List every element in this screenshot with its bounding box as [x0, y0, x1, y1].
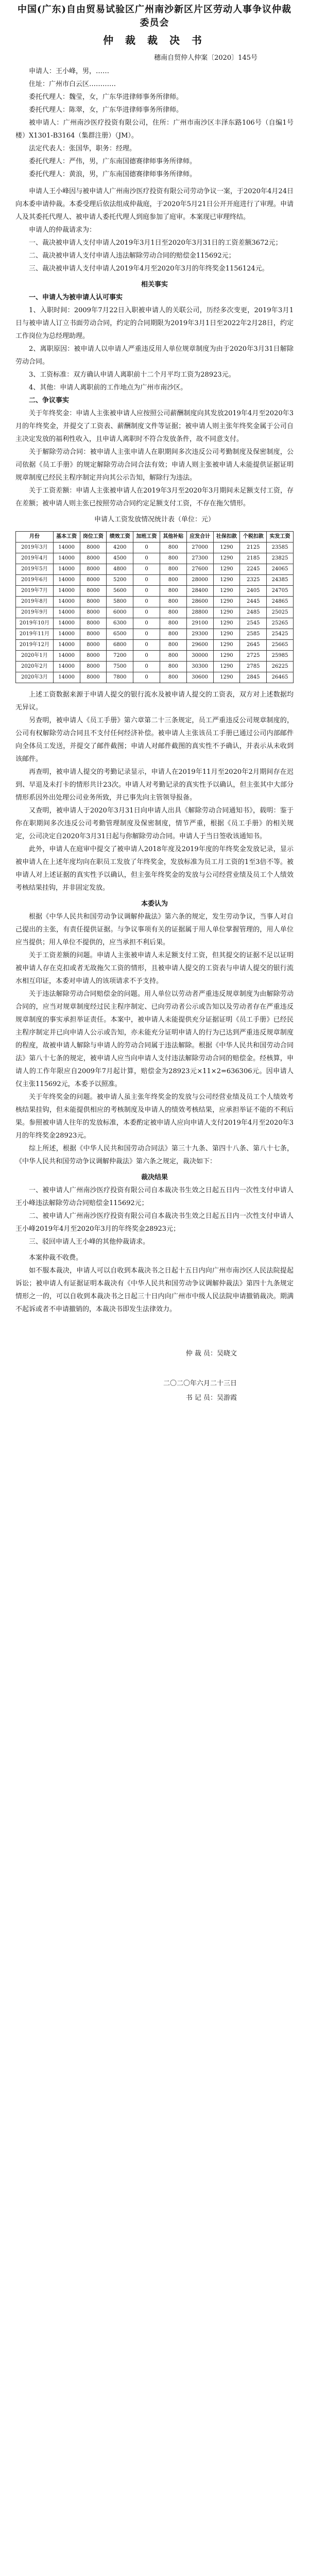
table-cell: 14000 [53, 564, 80, 575]
arbitrator-signature: 仲 裁 员：吴晓文 [185, 1350, 237, 1358]
table-cell: 24065 [267, 564, 294, 575]
parties-section [15, 65, 294, 181]
table-cell: 800 [160, 543, 186, 553]
party-line: 被申请人：广州南沙医疗投资有限公司，住所：广州市南沙区丰泽东路106号（自编1号楼）X1301-B3164（集群注册）（JM）。 [15, 119, 294, 140]
table-cell: 2019年9月 [16, 607, 54, 618]
table-cell: 800 [160, 672, 186, 683]
table-cell: 23585 [267, 543, 294, 553]
table-cell: 28800 [186, 607, 213, 618]
table-cell: 800 [160, 629, 186, 640]
table-cell: 1290 [213, 575, 240, 586]
signature-block [15, 1347, 294, 1405]
table-header: 应发合计 [186, 532, 213, 543]
table-header: 实发工资 [267, 532, 294, 543]
claims-intro: 申请人的仲裁请求为： [29, 226, 96, 234]
after-table-paragraph: 此外，申请人在庭审中提交了被申请人2018年度及2019年度的年终奖金发放记录，显示被申请人在上述年度均向在职员工发放了年终奖金，发放标准为员工月工资的1至3倍不等。被申请人对上述证据的真实性予以确认，但主张年终奖金的发放与公司经营业绩及员工个人绩效考核结果挂钩，并非固定发放。 [15, 845, 294, 892]
table-cell: 2845 [240, 672, 267, 683]
claim-item: 三、裁决被申请人支付申请人2019年4月至2020年3月的年终奖金1156124元。 [29, 265, 269, 273]
after-table-paragraph: 另查明，被申请人《员工手册》第六章第二十三条规定，员工严重违反公司规章制度的，公司有权解除劳动合同且不支付任何经济补偿。被申请人主张该员工手册已通过公司内部邮件向全体员工发送，并提交了邮件截图；申请人对邮件截图的真实性不予确认，并表示从未收到该邮件。 [15, 717, 294, 763]
table-cell: 8000 [80, 672, 107, 683]
table-cell: 2445 [240, 597, 267, 607]
dispute-item: 关于年终奖金：申请人主张被申请人应按照公司薪酬制度向其发放2019年4月至2020年3月的年终奖金，并提交了工资表、薪酬制度文件等证据；被申请人则主张年终奖金属于公司自主决定发放的福利性收入，且申请人离职时不符合发放条件，故不同意支付。 [15, 410, 294, 443]
party-line: 委托代理人：陈翠，女，广东华进律师事务所律师。 [29, 106, 183, 114]
claim-item: 二、裁决被申请人支付申请人违法解除劳动合同的赔偿金115692元； [29, 252, 235, 260]
table-cell: 25265 [267, 618, 294, 629]
table-cell: 26225 [267, 662, 294, 672]
table-cell: 5800 [107, 597, 133, 607]
table-cell: 8000 [80, 629, 107, 640]
table-cell: 7200 [107, 651, 133, 662]
table-cell: 2020年3月 [16, 672, 54, 683]
table-cell: 2020年2月 [16, 662, 54, 672]
verdict-heading: 裁决结果 [141, 1174, 168, 1181]
table-cell: 29100 [186, 618, 213, 629]
table-cell: 1290 [213, 672, 240, 683]
table-cell: 23825 [267, 553, 294, 564]
table-row [16, 629, 294, 640]
table-cell: 7800 [107, 672, 133, 683]
table-cell: 2545 [240, 618, 267, 629]
table-cell: 2019年6月 [16, 575, 54, 586]
party-line: 委托代理人：魏莹，女，广东华进律师事务所律师。 [29, 93, 183, 101]
table-cell: 2185 [240, 553, 267, 564]
party-line: 委托代理人：严伟，男，广东南国德赛律师事务所律师。 [29, 158, 197, 165]
table-header: 个税扣款 [240, 532, 267, 543]
table-cell: 6000 [107, 607, 133, 618]
table-cell: 2019年3月 [16, 543, 54, 553]
opinion-paragraph: 关于年终奖金的问题。被申请人虽主张年终奖金的发放与公司经营业绩及员工个人绩效考核结果挂钩，但未能提供相应的考核制度及申请人的绩效考核结果，应承担举证不能的不利后果。参照被申请人往年的发放标准，本委酌定被申请人应向申请人支付2019年4月至2020年3月的年终奖金28923元。 [15, 1093, 294, 1140]
table-cell: 2645 [240, 640, 267, 651]
table-cell: 6800 [107, 640, 133, 651]
party-line: 申请人：王小峰，男，…… [29, 67, 110, 75]
table-header: 岗位工资 [80, 532, 107, 543]
table-cell: 30600 [186, 672, 213, 683]
clerk-signature: 书 记 员：吴游霞 [185, 1394, 237, 1402]
table-cell: 2019年10月 [16, 618, 54, 629]
party-line: 住址：广州市白云区………… [29, 80, 116, 88]
table-cell: 5200 [107, 575, 133, 586]
table-cell: 0 [133, 543, 160, 553]
table-cell: 8000 [80, 586, 107, 597]
table-cell: 14000 [53, 618, 80, 629]
table-cell: 25025 [267, 607, 294, 618]
table-cell: 2585 [240, 629, 267, 640]
dispute-item: 关于解除劳动合同：被申请人主张申请人在职期间多次违反公司考勤制度及保密制度，公司依据《员工手册》的规定解除劳动合同合法有效；申请人则主张被申请人未能提供证据证明规章制度已经民主程序制定并向其公示告知，解除行为违法。 [15, 448, 294, 482]
table-cell: 0 [133, 564, 160, 575]
closing-paragraph: 本案仲裁不收费。 [29, 1254, 83, 1262]
table-cell: 800 [160, 553, 186, 564]
table-cell: 14000 [53, 640, 80, 651]
table-cell: 27300 [186, 553, 213, 564]
table-cell: 0 [133, 586, 160, 597]
table-cell: 14000 [53, 597, 80, 607]
table-cell: 0 [133, 553, 160, 564]
table-cell: 14000 [53, 629, 80, 640]
table-caption: 申请人工资发放情况统计表（单位：元） [94, 516, 215, 523]
table-row [16, 640, 294, 651]
dispute-item: 关于工资差额：申请人主张被申请人在2019年3月至2020年3月期间未足额支付工资，存在差额；被申请人则主张已按照劳动合同约定足额支付工资，不存在拖欠情形。 [15, 487, 294, 507]
facts-heading: 相关事实 [141, 281, 168, 289]
table-cell: 2325 [240, 575, 267, 586]
table-cell: 800 [160, 651, 186, 662]
table-cell: 0 [133, 575, 160, 586]
facts-subheading: 一、申请人为被申请人认可事实 [29, 294, 123, 301]
table-cell: 7500 [107, 662, 133, 672]
table-cell: 25985 [267, 651, 294, 662]
table-cell: 800 [160, 586, 186, 597]
party-line: 法定代表人：张国华，职务：经理。 [29, 145, 136, 152]
table-cell: 14000 [53, 662, 80, 672]
table-cell: 8000 [80, 662, 107, 672]
table-cell: 6500 [107, 629, 133, 640]
table-cell: 27600 [186, 564, 213, 575]
table-cell: 2245 [240, 564, 267, 575]
table-cell: 27000 [186, 543, 213, 553]
table-row [16, 575, 294, 586]
table-row [16, 662, 294, 672]
table-cell: 1290 [213, 640, 240, 651]
document-title: 仲 裁 裁 决 书 [103, 34, 206, 46]
table-cell: 1290 [213, 586, 240, 597]
fact-item: 1、入职时间：2009年7月22日入职被申请人的关联公司，历经多次变更，2019年3月1日与被申请人订立书面劳动合同，约定的合同期限为2019年3月1日至2022年2月28日，约定工作岗位为总经理助理。 [15, 307, 294, 340]
table-cell: 0 [133, 597, 160, 607]
table-cell: 1290 [213, 553, 240, 564]
opinion-paragraph: 综上所述，根据《中华人民共和国劳动合同法》第三十九条、第四十八条、第八十七条，《中华人民共和国劳动争议调解仲裁法》第六条之规定，裁决如下： [15, 1145, 294, 1165]
committee-title: 中国(广东)自由贸易试验区广州南沙新区片区劳动人事争议仲裁委员会 [17, 4, 292, 28]
party-line: 委托代理人：黄浪，男，广东南国德赛律师事务所律师。 [29, 171, 197, 178]
table-header: 基本工资 [53, 532, 80, 543]
table-cell: 2019年7月 [16, 586, 54, 597]
table-header: 加班工资 [133, 532, 160, 543]
fact-item: 3、工资标准：双方确认申请人离职前十二个月平均工资为28923元。 [29, 371, 235, 379]
table-cell: 2405 [240, 586, 267, 597]
after-table-paragraph: 上述工资数据来源于申请人提交的银行流水及被申请人提交的工资表，双方对上述数据均无异议。 [15, 691, 294, 711]
table-cell: 8000 [80, 543, 107, 553]
table-header: 社保扣款 [213, 532, 240, 543]
table-cell: 14000 [53, 607, 80, 618]
table-cell: 2485 [240, 607, 267, 618]
table-cell: 14000 [53, 651, 80, 662]
table-cell: 2019年8月 [16, 597, 54, 607]
table-cell: 2019年12月 [16, 640, 54, 651]
table-cell: 8000 [80, 553, 107, 564]
table-cell: 2785 [240, 662, 267, 672]
table-cell: 800 [160, 607, 186, 618]
table-header: 月份 [16, 532, 54, 543]
table-row [16, 564, 294, 575]
table-cell: 2019年5月 [16, 564, 54, 575]
table-cell: 1290 [213, 597, 240, 607]
table-cell: 6300 [107, 618, 133, 629]
table-cell: 24385 [267, 575, 294, 586]
salary-table [15, 531, 294, 683]
table-row [16, 543, 294, 553]
table-cell: 800 [160, 597, 186, 607]
opinion-heading: 本委认为 [141, 900, 168, 908]
table-cell: 2019年4月 [16, 553, 54, 564]
table-cell: 30300 [186, 662, 213, 672]
table-cell: 0 [133, 607, 160, 618]
table-cell: 800 [160, 662, 186, 672]
opinion-paragraph: 关于违法解除劳动合同赔偿金的问题。用人单位以劳动者严重违反规章制度为由解除劳动合同的，应当对规章制度经过民主程序制定、已向劳动者公示或告知以及劳动者存在严重违反规章制度的事实承担举证责任。本案中，被申请人未能提供充分证据证明《员工手册》已经民主程序制定并已向申请人公示或告知，亦未能充分证明申请人的行为已达到严重违反规章制度的程度，故被申请人解除与申请人的劳动合同属于违法解除。根据《中华人民共和国劳动合同法》第八十七条的规定，被申请人应当向申请人支付违法解除劳动合同的赔偿金。经核算，申请人的工作年限应自2009年7月起计算，赔偿金为28923元×11×2=636306元。因申请人仅主张115692元，本委予以照准。 [15, 990, 294, 1088]
table-cell: 2019年11月 [16, 629, 54, 640]
closing-paragraph: 如不服本裁决，申请人可以自收到本裁决书之日起十五日内向广州市南沙区人民法院提起诉讼；被申请人有证据证明本裁决有《中华人民共和国劳动争议调解仲裁法》第四十九条规定情形之一的，可以自收到本裁决书之日起三十日内向广州市中级人民法院申请撤销裁决。期满不起诉或者不申请撤销的，本裁决书即发生法律效力。 [15, 1267, 294, 1313]
case-number: 穗南自贸仲人仲案〔2020〕145号 [154, 54, 258, 62]
table-cell: 0 [133, 662, 160, 672]
table-cell: 24865 [267, 597, 294, 607]
table-cell: 8000 [80, 618, 107, 629]
after-table-paragraph: 再查明，被申请人提交的考勤记录显示，申请人在2019年11月至2020年2月期间存在迟到、早退及未打卡的情形共计23次。申请人对考勤记录的真实性予以确认，但主张其中大部分情形系因外出处理公司业务所致，并已事先向主管领导报备。 [15, 768, 294, 802]
table-cell: 26465 [267, 672, 294, 683]
table-cell: 800 [160, 640, 186, 651]
table-row [16, 597, 294, 607]
table-cell: 14000 [53, 586, 80, 597]
table-cell: 24705 [267, 586, 294, 597]
table-cell: 2125 [240, 543, 267, 553]
opinion-paragraph: 根据《中华人民共和国劳动争议调解仲裁法》第六条的规定，发生劳动争议，当事人对自己提出的主张，有责任提供证据。与争议事项有关的证据属于用人单位掌握管理的，用人单位应当提供；用人单位不提供的，应当承担不利后果。 [15, 913, 294, 946]
table-cell: 8000 [80, 607, 107, 618]
table-cell: 0 [133, 629, 160, 640]
table-cell: 14000 [53, 553, 80, 564]
table-cell: 1290 [213, 629, 240, 640]
table-cell: 8000 [80, 651, 107, 662]
table-cell: 4800 [107, 564, 133, 575]
claim-item: 一、裁决被申请人支付申请人2019年3月1日至2020年3月31日的工资差额3672元； [29, 239, 282, 247]
table-cell: 28600 [186, 597, 213, 607]
table-cell: 0 [133, 640, 160, 651]
table-cell: 0 [133, 618, 160, 629]
table-cell: 0 [133, 672, 160, 683]
table-cell: 30000 [186, 651, 213, 662]
verdict-item: 二、被申请人广州南沙医疗投资有限公司自本裁决书生效之日起五日内一次性支付申请人王小峰2019年4月至2020年3月的年终奖金28923元； [15, 1212, 294, 1233]
table-cell: 1290 [213, 651, 240, 662]
table-row [16, 553, 294, 564]
table-cell: 800 [160, 575, 186, 586]
table-cell: 14000 [53, 543, 80, 553]
disputes-heading: 二、争议事实 [29, 397, 70, 404]
table-cell: 4200 [107, 543, 133, 553]
table-cell: 2020年1月 [16, 651, 54, 662]
table-cell: 1290 [213, 607, 240, 618]
award-date: 二〇二〇年六月二十三日 [163, 1380, 237, 1387]
table-cell: 8000 [80, 575, 107, 586]
table-cell: 1290 [213, 662, 240, 672]
table-row [16, 651, 294, 662]
fact-item: 4、其他：申请人离职前的工作地点为广州市南沙区。 [29, 384, 187, 392]
table-cell: 4500 [107, 553, 133, 564]
table-row [16, 618, 294, 629]
fact-item: 2、离职原因：被申请人以申请人严重违反用人单位规章制度为由于2020年3月31日解除劳动合同。 [15, 345, 294, 366]
table-cell: 1290 [213, 543, 240, 553]
table-cell: 8000 [80, 597, 107, 607]
table-header: 其他补贴 [160, 532, 186, 543]
table-cell: 1290 [213, 564, 240, 575]
table-row [16, 586, 294, 597]
table-row [16, 672, 294, 683]
table-cell: 14000 [53, 672, 80, 683]
table-row [16, 607, 294, 618]
intro-paragraph: 申请人王小峰因与被申请人广州南沙医疗投资有限公司劳动争议一案，于2020年4月24日向本委申请仲裁。本委受理后依法组成仲裁庭，于2020年5月21日公开开庭进行了审理。申请人及其委托代理人、被申请人委托代理人到庭参加了庭审。本案现已审理终结。 [15, 188, 294, 221]
table-cell: 29600 [186, 640, 213, 651]
verdict-item: 一、被申请人广州南沙医疗投资有限公司自本裁决书生效之日起五日内一次性支付申请人王小峰违法解除劳动合同赔偿金115692元； [15, 1187, 294, 1207]
table-cell: 1290 [213, 618, 240, 629]
table-cell: 8000 [80, 564, 107, 575]
table-cell: 14000 [53, 575, 80, 586]
opinion-paragraph: 关于工资差额的问题。申请人主张被申请人未足额支付工资，但其提交的证据不足以证明被申请人存在克扣或者无故拖欠工资的情形，且被申请人提交的工资表与申请人提交的银行流水相互印证，本委对申请人的该项请求不予支持。 [15, 952, 294, 985]
verdict-item: 三、驳回申请人王小峰的其他仲裁请求。 [29, 1238, 150, 1246]
table-body [16, 543, 294, 683]
table-header-row [16, 532, 294, 543]
table-cell: 5600 [107, 586, 133, 597]
table-cell: 0 [133, 651, 160, 662]
table-cell: 8000 [80, 640, 107, 651]
table-cell: 25425 [267, 629, 294, 640]
after-table-paragraph: 又查明，被申请人于2020年3月31日向申请人出具《解除劳动合同通知书》，载明：鉴于你在职期间多次违反公司考勤管理制度及保密制度，情节严重，根据《员工手册》的相关规定，公司决定自2020年3月31日起与你解除劳动合同。申请人于当日签收该通知书。 [15, 807, 294, 840]
table-cell: 28000 [186, 575, 213, 586]
table-cell: 25665 [267, 640, 294, 651]
table-cell: 29300 [186, 629, 213, 640]
table-header: 绩效工资 [107, 532, 133, 543]
table-cell: 28400 [186, 586, 213, 597]
table-cell: 800 [160, 618, 186, 629]
table-cell: 800 [160, 564, 186, 575]
table-cell: 2725 [240, 651, 267, 662]
